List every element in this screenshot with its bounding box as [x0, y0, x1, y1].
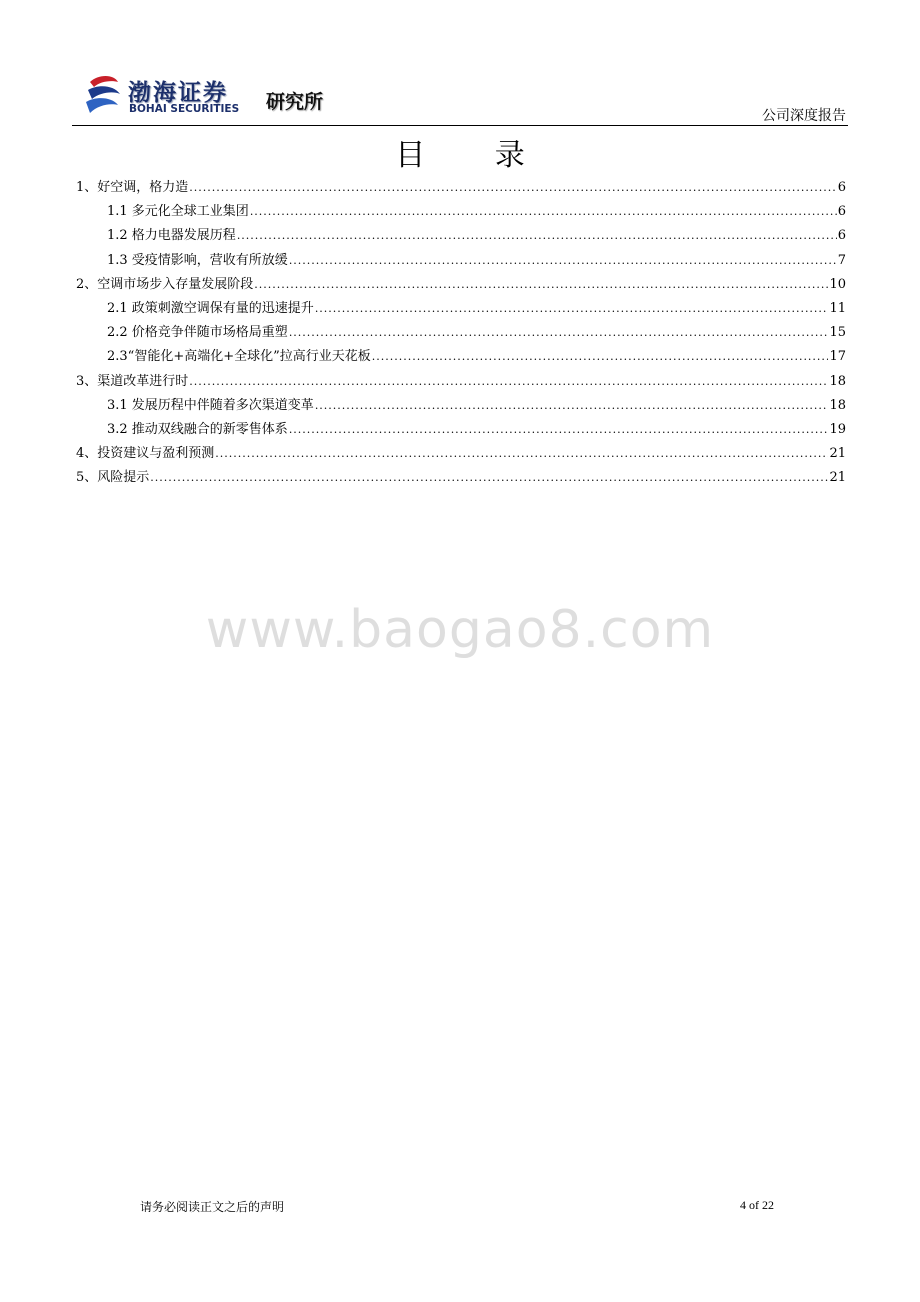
toc-entry-page: 21: [829, 470, 846, 486]
toc-entry-page: 15: [829, 325, 846, 341]
logo-chinese-name: 渤海证券: [128, 80, 228, 106]
toc-entry-label: 3.2 推动双线融合的新零售体系: [107, 421, 288, 437]
toc-entry-label: 2.2 价格竞争伴随市场格局重塑: [107, 325, 288, 341]
toc-dot-leader: [189, 370, 828, 394]
footer-disclaimer: 请务必阅读正文之后的声明: [140, 1200, 285, 1214]
toc-dot-leader: [237, 224, 837, 248]
toc-dot-leader: [254, 273, 828, 297]
toc-entry[interactable]: [76, 345, 846, 369]
bohai-securities-logo: [84, 72, 384, 122]
toc-entry-page: 11: [829, 300, 846, 316]
toc-entry[interactable]: [76, 273, 846, 297]
toc-entry[interactable]: [76, 394, 846, 418]
toc-entry-label: 1.3 受疫情影响，营收有所放缓: [107, 252, 288, 268]
toc-entry[interactable]: [76, 418, 846, 442]
toc-entry[interactable]: [76, 370, 846, 394]
toc-entry-label: 3、渠道改革进行时: [76, 373, 189, 389]
report-type-label: 公司深度报告: [762, 108, 846, 124]
toc-entry-label: 3.1 发展历程中伴随着多次渠道变革: [107, 397, 314, 413]
toc-entry[interactable]: [76, 249, 846, 273]
toc-entry[interactable]: [76, 200, 846, 224]
toc-entry-page: 6: [837, 228, 846, 244]
toc-dot-leader: [250, 200, 837, 224]
toc-entry-page: 18: [829, 397, 846, 413]
toc-entry-page: 7: [837, 252, 846, 268]
toc-dot-leader: [315, 394, 829, 418]
toc-entry-page: 19: [829, 421, 846, 437]
toc-entry-label: 2、空调市场步入存量发展阶段: [76, 276, 254, 292]
toc-entry-page: 21: [829, 446, 846, 462]
toc-entry[interactable]: [76, 297, 846, 321]
toc-entry-label: 2.3“智能化+高端化+全球化”拉高行业天花板: [107, 349, 371, 365]
toc-entry[interactable]: [76, 321, 846, 345]
toc-entry-page: 10: [829, 276, 846, 292]
toc-entry-label: 1.2 格力电器发展历程: [107, 228, 236, 244]
watermark: www.baogao8.com: [205, 600, 715, 660]
toc-entry-page: 17: [829, 349, 846, 365]
toc-entry[interactable]: [76, 442, 846, 466]
table-of-contents: [76, 176, 846, 490]
toc-entry[interactable]: [76, 176, 846, 200]
toc-dot-leader: [289, 418, 829, 442]
header-divider: [72, 125, 848, 126]
toc-title: 目 录: [395, 138, 555, 173]
toc-entry-page: 6: [837, 204, 846, 220]
logo-english-name: BOHAI SECURITIES: [129, 103, 240, 115]
bohai-logo-icon: [84, 72, 124, 118]
page-number: 4 of 22: [740, 1198, 774, 1212]
toc-entry[interactable]: [76, 466, 846, 490]
toc-entry-label: 1、好空调，格力造: [76, 180, 189, 195]
toc-entry-page: 6: [837, 180, 846, 195]
toc-dot-leader: [289, 249, 837, 273]
toc-entry-label: 5、风险提示: [76, 470, 150, 486]
toc-dot-leader: [215, 442, 828, 466]
logo-institute: 研究所: [266, 91, 324, 113]
toc-dot-leader: [315, 297, 829, 321]
toc-dot-leader: [150, 466, 828, 490]
toc-entry[interactable]: [76, 224, 846, 248]
toc-dot-leader: [189, 176, 836, 200]
toc-entry-label: 4、投资建议与盈利预测: [76, 446, 215, 462]
page-header: [72, 66, 848, 128]
toc-dot-leader: [289, 321, 829, 345]
toc-entry-label: 1.1 多元化全球工业集团: [107, 204, 249, 220]
toc-entry-page: 18: [829, 373, 846, 389]
toc-entry-label: 2.1 政策刺激空调保有量的迅速提升: [107, 300, 314, 316]
toc-dot-leader: [372, 345, 829, 369]
